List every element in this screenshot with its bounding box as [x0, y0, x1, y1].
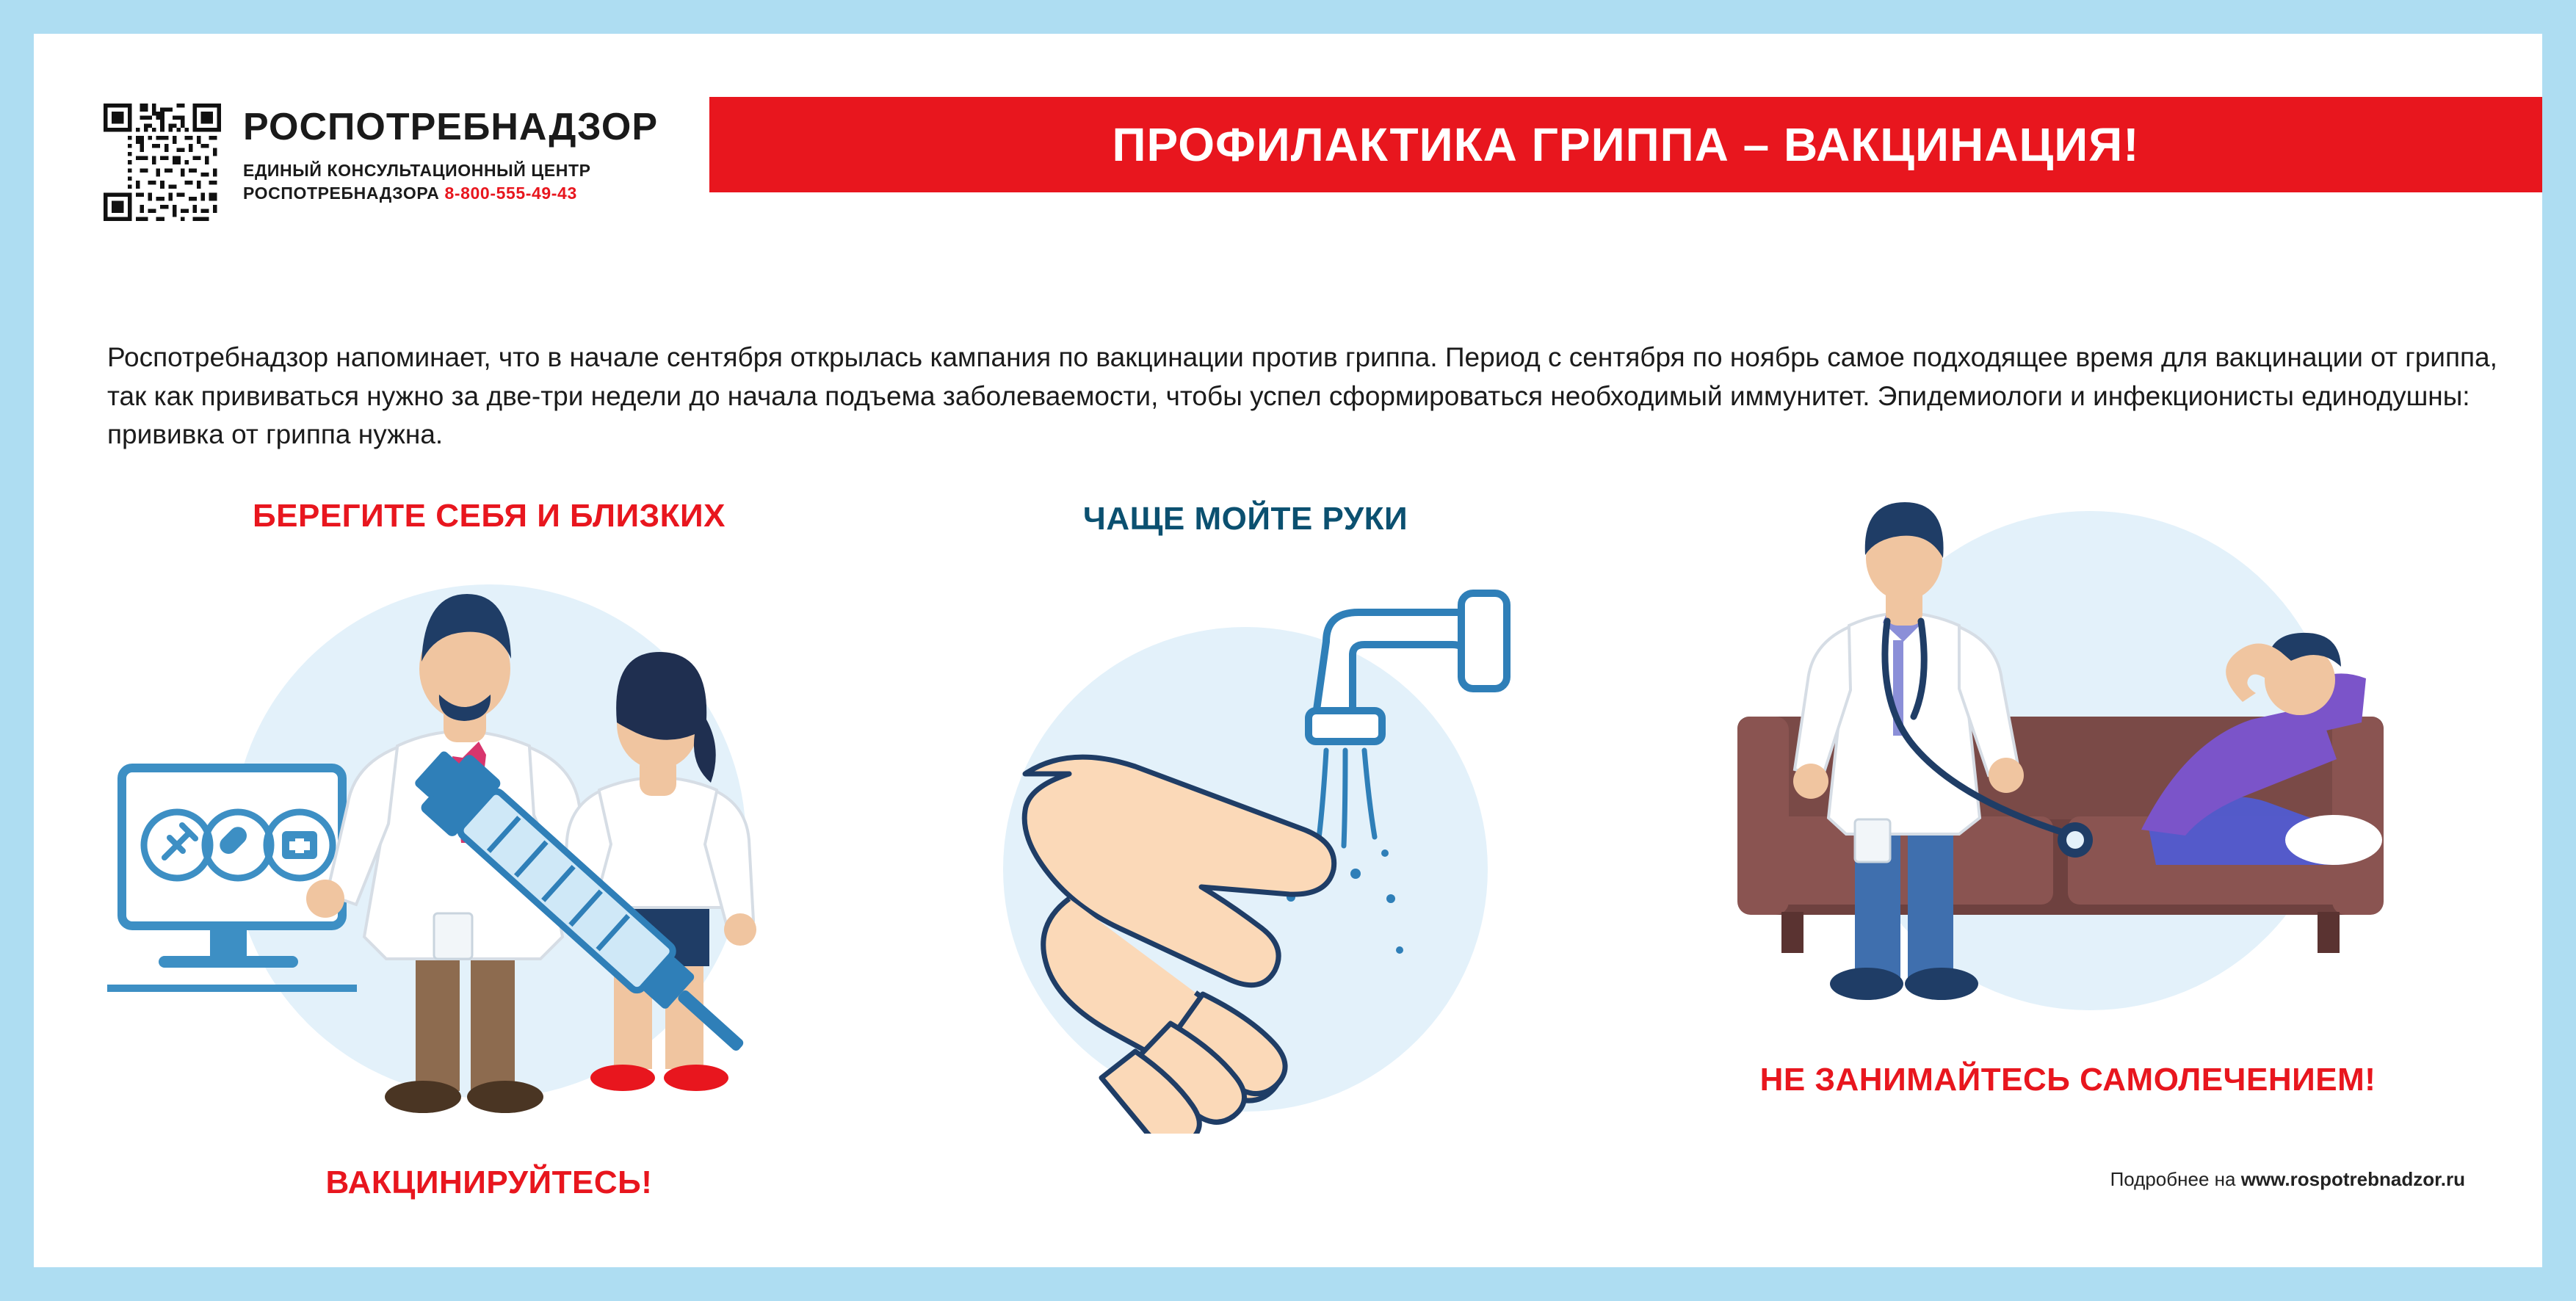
panel-vaccination: [100, 474, 878, 1223]
handwashing-illustration: [915, 554, 1576, 1134]
panel-handwashing: [915, 474, 1576, 1223]
footer-note: [2110, 1168, 2465, 1191]
brand-title: РОСПОТРЕБНАДЗОР: [243, 106, 659, 148]
brand-subtitle-line2-text: РОСПОТРЕБНАДЗОРА: [243, 184, 440, 203]
doctor-examining-patient-illustration: [1635, 496, 2501, 1054]
header: [34, 34, 2542, 247]
panels: [34, 474, 2542, 1223]
hotline-phone[interactable]: 8-800-555-49-43: [444, 184, 577, 203]
brand-text: [243, 104, 658, 205]
intro-paragraph: Роспотребнадзор напоминает, что в начале сентября открылась кампания по вакцинации против гриппа. Период с сентября по ноябрь самое подходящее время для вакцинации от гриппа, так как прививаться нужно за две-три недели до начала подъема заболеваемости, чтобы успел сформироваться необходимый иммунитет. Эпидемиологи и инфекционисты единодушны: прививка от гриппа нужна.: [107, 342, 2497, 450]
brand-subtitle-line1: ЕДИНЫЙ КОНСУЛЬТАЦИОННЫЙ ЦЕНТР: [243, 161, 591, 180]
poster-content: [34, 34, 2542, 1267]
panel-no-self-treatment: [1635, 474, 2501, 1223]
qr-code-icon: [104, 104, 221, 221]
footer-site-link[interactable]: www.rospotrebnadzor.ru: [2240, 1168, 2465, 1190]
doctors-with-syringe-illustration: [100, 548, 878, 1157]
brand-subtitle-line2: [243, 182, 658, 205]
panel-vaccination-caption-bottom: ВАКЦИНИРУЙТЕСЬ!: [325, 1164, 653, 1200]
brand: [104, 104, 658, 221]
panel-vaccination-caption-top: БЕРЕГИТЕ СЕБЯ И БЛИЗКИХ: [253, 498, 726, 534]
footer-prefix: Подробнее на: [2110, 1168, 2241, 1190]
page-title: ПРОФИЛАКТИКА ГРИППА – ВАКЦИНАЦИЯ!: [1112, 118, 2140, 171]
panel-no-self-treatment-caption: НЕ ЗАНИМАЙТЕСЬ САМОЛЕЧЕНИЕМ!: [1759, 1062, 2376, 1098]
brand-subtitle: [243, 159, 658, 205]
panel-handwashing-caption-top: ЧАЩЕ МОЙТЕ РУКИ: [1082, 501, 1408, 537]
title-banner: [709, 97, 2542, 192]
